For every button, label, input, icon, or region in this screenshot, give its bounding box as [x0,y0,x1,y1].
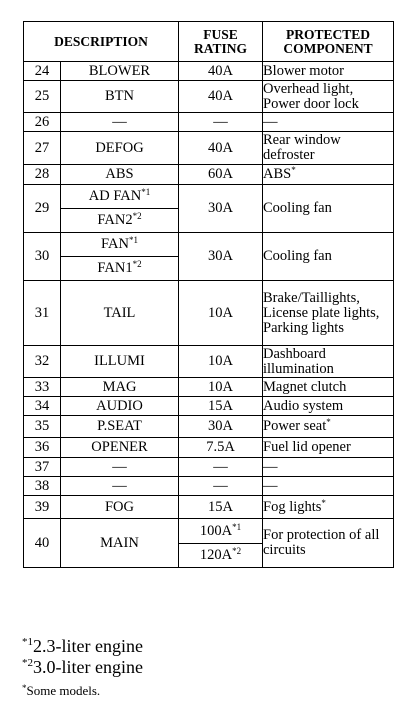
protected-component-text: Fog lights [263,498,322,515]
fuse-description [61,416,179,438]
fuse-number: 39 [24,496,61,519]
fuse-number: 29 [24,185,61,233]
protected-component [263,438,394,458]
fuse-rating [179,397,263,416]
fuse-description-text: OPENER [91,439,148,455]
protected-component-text: Fuel lid opener [263,439,351,455]
fuse-description-text: — [112,458,127,475]
fuse-row-37 [24,458,394,477]
fuse-description-text: TAIL [103,304,136,321]
fuse-description-text: BLOWER [88,62,151,79]
fuse-description-alt [61,257,179,281]
protected-component-text: Dashboard illumination [263,345,334,377]
fuse-number: 24 [24,62,61,81]
protected-component [263,477,394,496]
footnote-1-mark: *1 [22,636,33,648]
fuse-description [61,496,179,519]
fuse-rating [179,378,263,397]
fuse-row-24 [24,62,394,81]
fuse-rating-text: 40A [208,88,233,104]
fuse-number: 26 [24,113,61,132]
fuse-row-35 [24,416,394,438]
protected-component-text: For protection of all circuits [263,527,380,558]
footnote-2 [22,657,143,678]
header-fuse-rating: FUSE RATING [179,22,263,62]
fuse-description-text: MAG [102,378,137,395]
fuse-rating-text: 10A [208,304,233,321]
fuse-description [61,438,179,458]
fuse-rating [179,113,263,132]
footnote-3-text: Some models. [26,683,101,698]
fuse-rating-text: 15A [208,498,233,515]
protected-component [263,132,394,165]
footnotes [22,636,143,700]
protected-component [263,165,394,185]
fuse-rating [179,281,263,346]
protected-component-text: — [263,113,278,130]
protected-component [263,458,394,477]
fuse-description-text: MAIN [100,534,139,551]
fuse-number: 32 [24,346,61,378]
protected-component [263,519,394,568]
footnote-3-mark: * [22,683,27,693]
fuse-description-footnote-mark: *1 [128,235,138,245]
fuse-row-29 [24,185,394,209]
protected-component-text: — [263,458,278,475]
footnote-1-text: 2.3-liter engine [33,636,143,656]
fuse-rating [179,165,263,185]
fuse-description-text: FOG [104,498,134,515]
fuse-table-body [24,22,394,568]
fuse-description [61,519,179,568]
fuse-description [61,346,179,378]
fuse-rating-text: 40A [208,139,233,156]
fuse-row-28 [24,165,394,185]
fuse-description-text: FAN [101,236,129,252]
fuse-number: 25 [24,81,61,113]
fuse-rating-text: 100A [199,522,233,539]
fuse-description-footnote-mark: *1 [141,187,151,197]
fuse-row-25 [24,81,394,113]
fuse-description-alt-text: FAN1 [97,260,133,276]
fuse-number: 31 [24,281,61,346]
fuse-number: 28 [24,165,61,185]
fuse-description-text: ABS [105,166,134,182]
fuse-description-alt-footnote-mark: *2 [132,211,142,221]
fuse-number: 33 [24,378,61,397]
fuse-row-36 [24,438,394,458]
fuse-row-26 [24,113,394,132]
fuse-number: 30 [24,233,61,281]
protected-component-text: Cooling fan [263,200,332,216]
fuse-rating [179,496,263,519]
protected-component [263,185,394,233]
fuse-rating [179,477,263,496]
fuse-description [61,81,179,113]
protected-component-footnote-mark: * [321,497,326,508]
protected-component-text: Brake/Taillights, License plate lights, Parking lights [263,289,380,336]
fuse-rating [179,185,263,233]
fuse-description-text: BTN [105,88,134,104]
fuse-rating-text: — [213,113,228,130]
fuse-rating-text: 30A [208,200,233,216]
fuse-rating [179,416,263,438]
fuse-rating-footnote-mark: *1 [232,521,242,532]
fuse-description-alt-text: FAN2 [97,212,133,228]
protected-component-text: Cooling fan [263,248,332,264]
protected-component [263,62,394,81]
fuse-number: 27 [24,132,61,165]
fuse-description [61,233,179,257]
fuse-rating [179,233,263,281]
fuse-description [61,397,179,416]
protected-component-text: ABS [263,166,292,182]
fuse-rating-alt-text: 120A [199,547,233,563]
fuse-row-39 [24,496,394,519]
fuse-rating-text: — [213,477,228,494]
fuse-number: 37 [24,458,61,477]
fuse-rating-text: 15A [208,397,233,414]
protected-component [263,378,394,397]
protected-component-text: Power seat [263,418,327,434]
fuse-rating-text: 10A [208,378,233,395]
protected-component-text: Magnet clutch [263,378,347,395]
fuse-rating-alt-footnote-mark: *2 [232,546,242,556]
fuse-rating-text: 30A [208,418,233,434]
protected-component-text: Rear window defroster [263,132,341,163]
fuse-rating-text: 40A [208,62,233,79]
fuse-description-text: DEFOG [95,139,144,156]
fuse-number: 36 [24,438,61,458]
fuse-description [61,113,179,132]
fuse-rating [179,346,263,378]
fuse-rating [179,62,263,81]
fuse-row-31 [24,281,394,346]
protected-component [263,416,394,438]
protected-component-footnote-mark: * [291,165,296,175]
header-row [24,22,394,62]
protected-component [263,281,394,346]
protected-component [263,233,394,281]
fuse-rating-text: 10A [208,353,233,369]
fuse-description [61,458,179,477]
fuse-rating-text: — [213,458,228,475]
fuse-row-33 [24,378,394,397]
footnote-1 [22,636,143,657]
header-protected-component: PROTECTED COMPONENT [263,22,394,62]
fuse-row-38 [24,477,394,496]
protected-component [263,496,394,519]
fuse-number: 38 [24,477,61,496]
fuse-description [61,185,179,209]
protected-component-text: Overhead light, Power door lock [263,80,359,112]
fuse-description-text: ILLUMI [94,353,145,369]
fuse-rating-text: 30A [208,248,233,264]
fuse-number: 34 [24,397,61,416]
fuse-description-text: AD FAN [88,188,142,204]
fuse-description [61,165,179,185]
protected-component-text: — [263,477,278,494]
fuse-description-text: — [112,113,127,130]
header-description: DESCRIPTION [24,22,179,62]
fuse-rating-text: 60A [208,166,233,182]
fuse-row-27 [24,132,394,165]
fuse-description-text: AUDIO [96,397,143,414]
fuse-description-text: — [112,477,127,494]
fuse-description [61,281,179,346]
fuse-number: 35 [24,416,61,438]
protected-component-text: Audio system [263,397,344,414]
fuse-rating [179,132,263,165]
fuse-description [61,62,179,81]
fuse-description-text: P.SEAT [97,418,142,434]
footnote-2-mark: *2 [22,657,33,669]
protected-component [263,81,394,113]
fuse-description-alt [61,209,179,233]
fuse-row-32 [24,346,394,378]
fuse-row-34 [24,397,394,416]
fuse-rating-alt [179,544,263,568]
protected-component [263,113,394,132]
footnote-3 [22,682,143,700]
fuse-rating [179,458,263,477]
fuse-row-40 [24,519,394,544]
fuse-description [61,132,179,165]
protected-component-text: Blower motor [263,62,344,79]
fuse-row-30 [24,233,394,257]
fuse-table [23,21,394,568]
fuse-rating [179,438,263,458]
footnote-2-text: 3.0-liter engine [33,657,143,677]
fuse-description [61,378,179,397]
fuse-rating-text: 7.5A [206,439,235,455]
fuse-description-alt-footnote-mark: *2 [132,259,142,269]
protected-component [263,397,394,416]
fuse-rating [179,519,263,544]
protected-component-footnote-mark: * [326,417,331,427]
fuse-rating [179,81,263,113]
fuse-number: 40 [24,519,61,568]
protected-component [263,346,394,378]
fuse-description [61,477,179,496]
